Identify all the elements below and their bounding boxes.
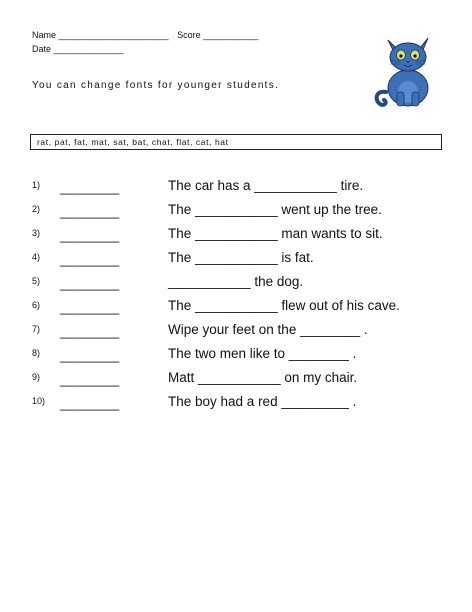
word-bank: rat, pat, fat, mat, sat, bat, chat, flat, cat, hat: [30, 134, 442, 150]
question-sentence: Matt ___________ on my chair.: [168, 370, 358, 385]
question-row: [32, 250, 452, 274]
score-field[interactable]: Score ___________: [177, 30, 259, 40]
question-sentence: The boy had a red _________ .: [168, 394, 357, 409]
question-row: [32, 226, 452, 250]
question-number: 5): [32, 276, 41, 286]
question-row: [32, 322, 452, 346]
question-number: 10): [32, 396, 46, 406]
question-row: [32, 298, 452, 322]
date-field[interactable]: Date ______________: [32, 44, 124, 54]
question-number: 9): [32, 372, 41, 382]
question-number: 4): [32, 252, 41, 262]
question-number: 1): [32, 180, 41, 190]
question-row: [32, 394, 452, 418]
question-sentence: Wipe your feet on the ________ .: [168, 322, 368, 337]
question-row: [32, 274, 452, 298]
answer-blank[interactable]: ________: [60, 348, 120, 363]
answer-blank[interactable]: ________: [60, 180, 120, 195]
question-number: 8): [32, 348, 41, 358]
question-sentence: The two men like to ________ .: [168, 346, 357, 361]
question-sentence: The ___________ went up the tree.: [168, 202, 382, 217]
answer-blank[interactable]: ________: [60, 372, 120, 387]
answer-blank[interactable]: ________: [60, 396, 120, 411]
question-number: 2): [32, 204, 41, 214]
question-sentence: The ___________ man wants to sit.: [168, 226, 383, 241]
question-row: [32, 178, 452, 202]
question-sentence: The car has a ___________ tire.: [168, 178, 364, 193]
question-sentence: The ___________ flew out of his cave.: [168, 298, 400, 313]
question-number: 3): [32, 228, 41, 238]
answer-blank[interactable]: ________: [60, 204, 120, 219]
question-number: 7): [32, 324, 41, 334]
question-row: [32, 346, 452, 370]
question-row: [32, 202, 452, 226]
answer-blank[interactable]: ________: [60, 324, 120, 339]
name-field[interactable]: Name ______________________: [32, 30, 169, 40]
question-row: [32, 370, 452, 394]
question-sentence: The ___________ is fat.: [168, 250, 314, 265]
answer-blank[interactable]: ________: [60, 300, 120, 315]
answer-blank[interactable]: ________: [60, 276, 120, 291]
answer-blank[interactable]: ________: [60, 252, 120, 267]
blue-cat-icon: [370, 30, 440, 110]
instruction-text: You can change fonts for younger students.: [32, 80, 280, 91]
question-list: [32, 178, 452, 418]
question-sentence: ___________ the dog.: [168, 274, 304, 289]
date-row: [32, 42, 258, 56]
name-score-row: [32, 28, 258, 42]
question-number: 6): [32, 300, 41, 310]
answer-blank[interactable]: ________: [60, 228, 120, 243]
worksheet-header: [32, 28, 258, 56]
